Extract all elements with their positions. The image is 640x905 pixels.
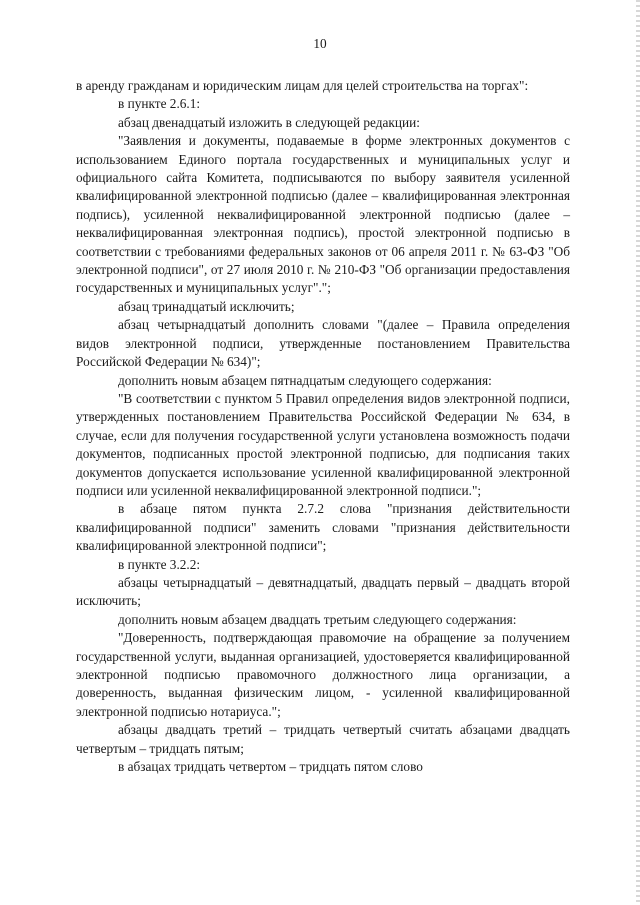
- paragraph: дополнить новым абзацем двадцать третьим следующего содержания:: [118, 611, 517, 627]
- paragraph: в пункте 3.2.2:: [118, 556, 201, 572]
- paragraph: дополнить новым абзацем пятнадцатым следующего содержания:: [118, 372, 492, 388]
- paragraph: абзац двенадцатый изложить в следующей редакции:: [118, 114, 420, 130]
- document-body: [76, 77, 570, 776]
- paragraph: в абзацах тридцать четвертом – тридцать пятом слово: [118, 759, 423, 775]
- paragraph: в пункте 2.6.1:: [118, 96, 201, 112]
- scan-edge-strip: [636, 0, 640, 905]
- paragraph: абзац тринадцатый исключить;: [118, 298, 295, 314]
- paragraph: "Заявления и документы, подаваемые в форме электронных документов с использованием Единого портала государственных и муниципальных услуг и официального сайта Комитета, подписываются по выбору заявителя усиленной квалифицированной электронной подписью (далее – квалифицированная электронная подпись), усиленной неквалифицированной электронной подписью (далее – неквалифицированная электронная подпись), простой электронной подписью в соответствии с требованиями федеральных законов от 06 апреля 2011 г. № 63-ФЗ "Об электронной подписи", от 27 июля 2010 г. № 210-ФЗ "Об организации предоставления государственных и муниципальных услуг".";: [76, 133, 570, 296]
- paragraph: абзац четырнадцатый дополнить словами "(далее – Правила определения видов электронной подписи, утвержденные постановлением Правительства Российской Федерации № 634)";: [76, 317, 570, 370]
- paragraph: абзацы двадцать третий – тридцать четвертый считать абзацами двадцать четвертым – тридцать пятым;: [76, 722, 570, 756]
- paragraph: абзацы четырнадцатый – девятнадцатый, двадцать первый – двадцать второй исключить;: [76, 574, 570, 609]
- paragraph: "В соответствии с пунктом 5 Правил определения видов электронной подписи, утвержденных постановлением Правительства Российской Федерации № 634, в случае, если для получения государственной услуги установлена возможность подачи документов, подписанных простой электронной подписью, для подписания таких документов допускается использование усиленной квалифицированной электронной подписи или усиленной неквалифицированной электронной подписи.";: [76, 390, 570, 498]
- paragraph: в абзаце пятом пункта 2.7.2 слова "признания действительности квалифицированной подписи" заменить словами "признания действительности квалифицированной электронной подписи";: [76, 501, 570, 554]
- paragraph: в аренду гражданам и юридическим лицам для целей строительства на торгах":: [76, 78, 529, 93]
- page-number: 10: [313, 36, 327, 51]
- paragraph: "Доверенность, подтверждающая правомочие на обращение за получением государственной услуги, выданная организацией, удостоверяется квалифицированной электронной подписью правомочного должностного лица организации, а доверенность, выданная физическим лицом, - усиленной квалифицированной электронной подписью нотариуса.";: [76, 630, 570, 719]
